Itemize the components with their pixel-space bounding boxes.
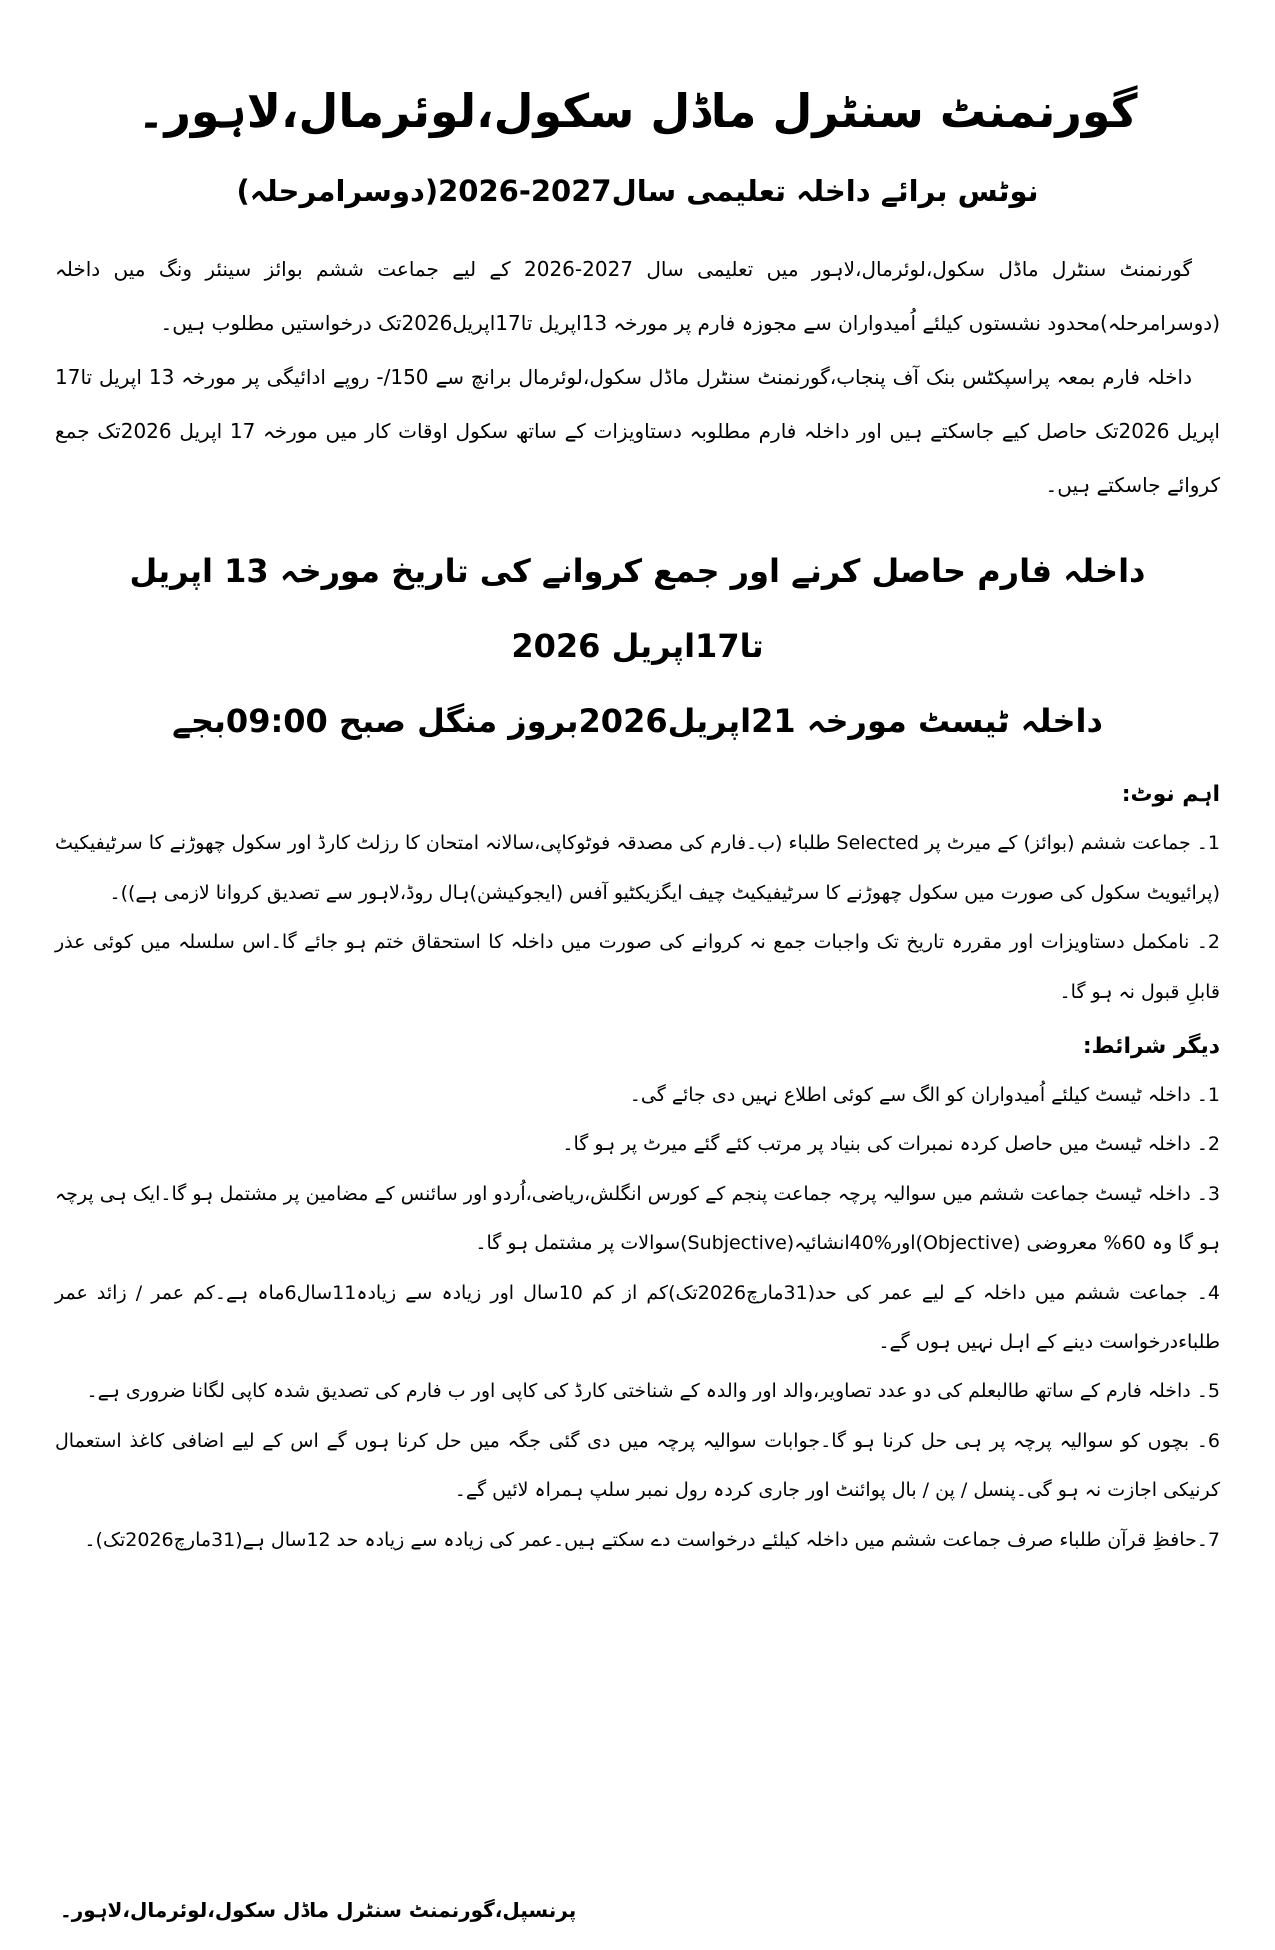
form-dates-line: داخلہ فارم حاصل کرنے اور جمع کروانے کی تاریخ مورخہ 13 اپریل تا17اپریل 2026 [129,551,1146,666]
condition-item: 1۔ داخلہ ٹیسٹ کیلئے اُمیدواران کو الگ سے کوئی اطلاع نہیں دی جائے گی۔ [629,1084,1220,1107]
important-note-item: 1۔ جماعت ششم (بوائز) کے میرٹ پر Selected طلباء (ب۔فارم کی مصدقہ فوٹوکاپی،سالانہ امتحان کا رزلٹ کارڈ اور سکول چھوڑنے کا سرٹیفیکیٹ (پرائیویٹ سکول کی صورت میں سکول چھوڑنے کا سرٹیفیکیٹ چیف ایگزیکٹیو آفس (ایجوکیشن)ہال روڈ،لاہور سے تصدیق کروانا لازمی ہے))۔ [55,832,1221,904]
test-date-line: داخلہ ٹیسٹ مورخہ 21اپریل2026بروز منگل صبح 09:00بجے [172,702,1103,741]
other-conditions-heading: دیگر شرائط: [1082,1034,1220,1060]
intro-paragraph: گورنمنٹ سنٹرل ماڈل سکول،لوئرمال،لاہور میں تعلیمی سال 2027-2026 کے لیے جماعت ششم بوائز سینئر ونگ میں داخلہ (دوسرامرحلہ)محدود نشستوں کیلئے اُمیدواران سے مجوزہ فارم پر مورخہ 13اپریل تا17اپریل2026تک درخواستیں مطلوب ہیں۔ [55,256,1220,335]
dates-highlight [55,534,1220,760]
condition-item: 4۔ جماعت ششم میں داخلہ کے لیے عمر کی حد(31مارچ2026تک)کم از کم 10سال اور زیادہ سے زیادہ11سال6ماہ ہے۔کم عمر / زائد عمر طلباءدرخواست دینے کے اہل نہیں ہوں گے۔ [55,1281,1220,1353]
important-note-heading: اہم نوٹ: [1121,782,1220,808]
important-note-item: 2۔ نامکمل دستاویزات اور مقررہ تاریخ تک واجبات جمع نہ کروانے کی صورت میں داخلہ کا استحقاق ختم ہو جائے گا۔اس سلسلہ میں کوئی عذر قابلِ قبول نہ ہو گا۔ [55,931,1220,1003]
condition-item: 6۔ بچوں کو سوالیہ پرچہ پر ہی حل کرنا ہو گا۔جوابات سوالیہ پرچہ میں دی گئی جگہ میں حل کرنا ہوں گے اس کے لیے اضافی کاغذ استعمال کرنیکی اجازت نہ ہو گی۔پنسل / پن / بال پوائنٹ اور جاری کردہ رول نمبر سلپ ہمراہ لائیں گے۔ [55,1429,1220,1502]
document-title: گورنمنٹ سنٹرل ماڈل سکول،لوئرمال،لاہور۔ [137,84,1138,138]
other-conditions-list [55,1071,1220,1565]
condition-item: 5۔ داخلہ فارم کے ساتھ طالبعلم کی دو عدد تصاویر،والد اور والدہ کے شناختی کارڈ کی کاپی اور ب فارم کی تصدیق شدہ کاپی لگانا ضروری ہے۔ [86,1380,1220,1403]
fees-paragraph: داخلہ فارم بمعہ پراسپکٹس بنک آف پنجاب،گورنمنٹ سنٹرل ماڈل سکول،لوئرمال برانچ سے 150/- روپے ادائیگی پر مورخہ 13 اپریل تا17 اپریل 2026تک حاصل کیے جاسکتے ہیں اور داخلہ فارم مطلوبہ دستاویزات کے ساتھ سکول اوقات کار میں مورخہ 17 اپریل 2026تک جمع کروائے جاسکتے ہیں۔ [55,364,1220,497]
document-subtitle: نوٹس برائے داخلہ تعلیمی سال2027-2026(دوسرامرحلہ) [236,173,1039,208]
important-note-list [55,819,1220,1017]
principal-signature: پرنسپل،گورنمنٹ سنٹرل ماڈل سکول،لوئرمال،لاہور۔ [60,1898,577,1922]
condition-item: 7۔حافظِ قرآن طلباء صرف جماعت ششم میں داخلہ کیلئے درخواست دے سکتے ہیں۔عمر کی زیادہ سے زیادہ حد 12سال ہے(31مارچ2026تک)۔ [84,1528,1220,1551]
condition-item: 3۔ داخلہ ٹیسٹ جماعت ششم میں سوالیہ پرچہ جماعت پنجم کے کورس انگلش،ریاضی،اُردو اور سائنس کے مضامین پر مشتمل ہو گا۔ایک ہی پرچہ ہو گا وہ 60% معروضی (Objective)اور%40انشائیہ(Subjective)سوالات پر مشتمل ہو گا۔ [55,1182,1220,1255]
condition-item: 2۔ داخلہ ٹیسٹ میں حاصل کردہ نمبرات کی بنیاد پر مرتب کئے گئے میرٹ پر ہو گا۔ [562,1133,1220,1156]
